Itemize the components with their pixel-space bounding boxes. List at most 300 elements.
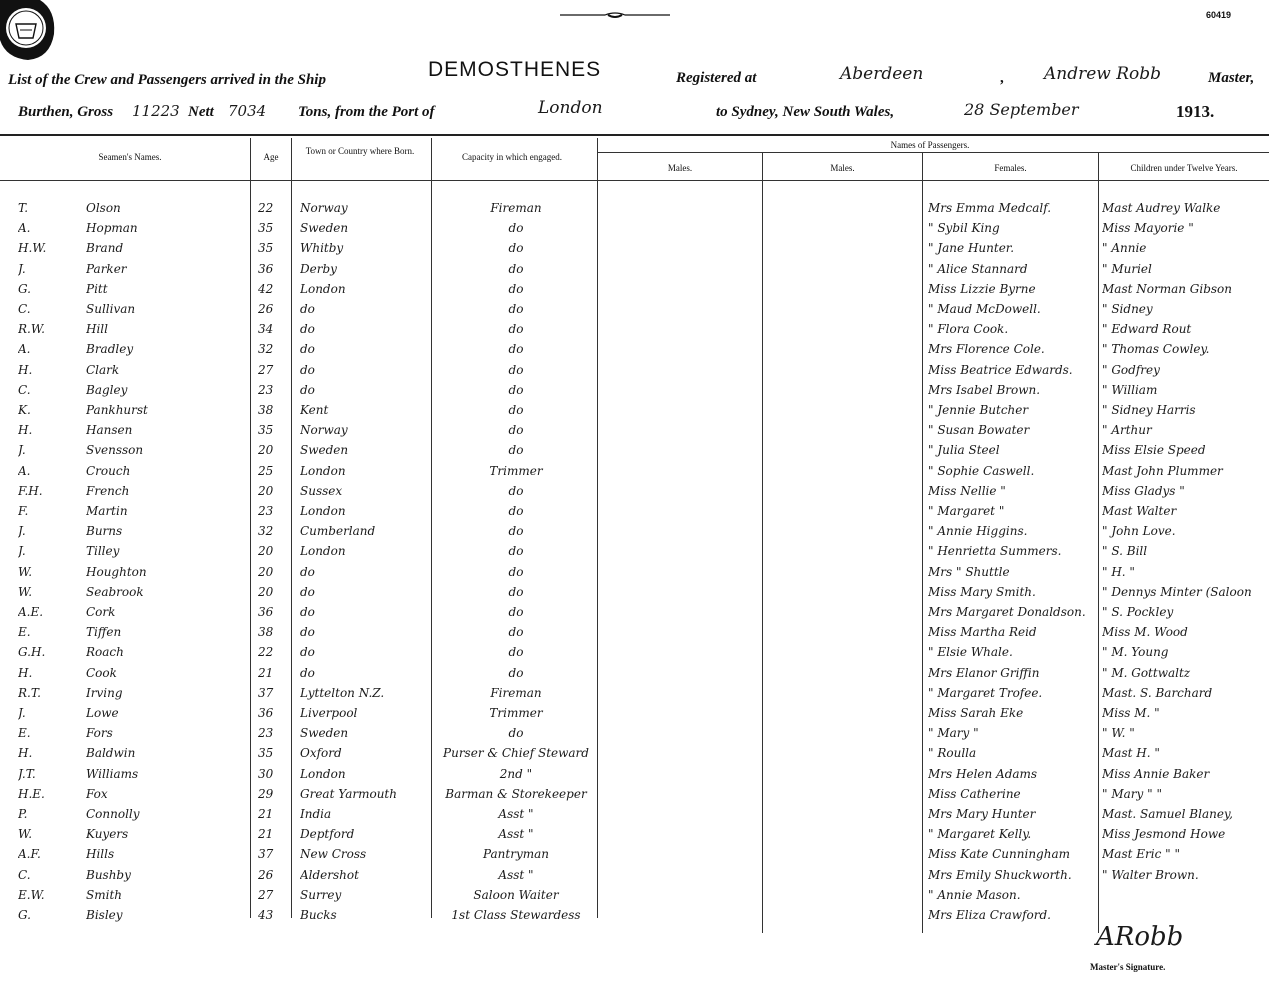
cell-born: do <box>300 605 315 619</box>
cell-female: " Alice Stannard <box>928 261 1028 276</box>
cell-born: do <box>300 625 315 640</box>
cell-age: 27 <box>258 887 274 902</box>
cell-initial: H. <box>18 746 33 761</box>
table-row <box>0 683 1269 703</box>
cell-born: do <box>300 665 315 680</box>
cell-child: " M. Gottwaltz <box>1102 665 1191 680</box>
cell-child: " Thomas Cowley. <box>1102 342 1210 357</box>
cell-capacity: Trimmer <box>489 706 543 720</box>
table-row <box>0 238 1269 258</box>
cell-surname: Olson <box>86 201 121 215</box>
cell-child: Mast Walter <box>1102 504 1177 518</box>
cell-female: " Henrietta Summers. <box>928 544 1062 559</box>
cell-surname: Connolly <box>86 807 140 821</box>
cell-born: Great Yarmouth <box>300 786 397 801</box>
cell-female: " Sophie Caswell. <box>928 463 1035 478</box>
cell-surname: Irving <box>86 685 123 700</box>
table-row <box>0 360 1269 380</box>
cell-child: Mast Audrey Walke <box>1102 201 1221 215</box>
cell-age: 32 <box>258 524 274 539</box>
cell-surname: Hill <box>86 322 108 337</box>
cell-capacity: do <box>508 645 524 660</box>
cell-age: 25 <box>258 463 274 478</box>
table-row <box>0 319 1269 339</box>
cell-initial: G. <box>18 908 31 922</box>
cell-female: " Susan Bowater <box>928 423 1030 438</box>
cell-surname: Williams <box>86 766 139 781</box>
cell-capacity: Fireman <box>490 201 542 215</box>
cell-capacity: do <box>508 423 524 438</box>
ship-name: DEMOSTHENES <box>428 58 602 81</box>
cell-initial: H.W. <box>18 241 47 256</box>
cell-age: 35 <box>258 241 274 256</box>
cell-female: " Mary " <box>928 726 979 741</box>
cell-capacity: Asst " <box>498 807 534 821</box>
cell-age: 36 <box>258 605 274 619</box>
table-row <box>0 663 1269 683</box>
cell-female: Mrs Margaret Donaldson. <box>928 605 1086 619</box>
cell-capacity: do <box>508 665 524 680</box>
cell-born: London <box>300 504 346 518</box>
cell-capacity: do <box>508 241 524 256</box>
cell-female: Mrs Eliza Crawford. <box>928 908 1051 922</box>
table-row <box>0 582 1269 602</box>
gross-tonnage: 11223 <box>132 102 180 120</box>
table-row <box>0 198 1269 218</box>
table-row <box>0 602 1269 622</box>
cell-initial: J. <box>18 261 26 276</box>
cell-initial: H. <box>18 665 33 680</box>
cell-initial: J. <box>18 443 26 458</box>
table-row <box>0 501 1269 521</box>
cell-born: London <box>300 281 346 296</box>
cell-initial: K. <box>18 403 31 417</box>
registered-at-label: Registered at <box>676 70 757 86</box>
cell-surname: Cook <box>86 665 117 680</box>
cell-female: Miss Catherine <box>928 786 1021 801</box>
cell-initial: J. <box>18 706 26 720</box>
cell-capacity: do <box>508 544 524 559</box>
cell-surname: Burns <box>86 524 123 539</box>
cell-child: " John Love. <box>1102 524 1176 539</box>
cell-age: 22 <box>258 201 274 215</box>
cell-age: 20 <box>258 544 274 559</box>
cell-born: Lyttelton N.Z. <box>300 685 385 700</box>
table-row <box>0 905 1269 925</box>
table-row <box>0 865 1269 885</box>
cell-born: Norway <box>300 201 348 215</box>
cell-female: " Jennie Butcher <box>928 403 1029 417</box>
cell-child: Mast. Samuel Blaney, <box>1102 807 1233 821</box>
cell-born: Deptford <box>300 827 355 842</box>
cell-born: Norway <box>300 423 348 438</box>
cell-child: Miss Gladys " <box>1102 483 1185 498</box>
cell-female: " Maud McDowell. <box>928 302 1041 316</box>
cell-female: " Julia Steel <box>928 443 1000 458</box>
table-row <box>0 541 1269 561</box>
table-row <box>0 723 1269 743</box>
cell-initial: C. <box>18 382 31 397</box>
cell-initial: E. <box>18 726 31 741</box>
column-header-rule <box>0 180 1269 181</box>
cell-age: 35 <box>258 746 274 761</box>
table-row <box>0 562 1269 582</box>
cell-child: " Sidney Harris <box>1102 403 1196 417</box>
column-header-passengers: Names of Passengers. <box>890 140 970 150</box>
header-rule <box>0 134 1269 136</box>
cell-female: Mrs " Shuttle <box>928 564 1010 579</box>
cell-surname: Bradley <box>86 342 134 357</box>
cell-initial: J.T. <box>18 766 36 781</box>
cell-child: Mast H. " <box>1102 746 1160 761</box>
column-header-females: Females. <box>994 163 1027 173</box>
cell-capacity: do <box>508 302 524 316</box>
cell-initial: A.F. <box>18 847 41 862</box>
cell-female: Miss Lizzie Byrne <box>928 281 1036 296</box>
cell-initial: A. <box>18 221 31 236</box>
cell-born: Sweden <box>300 443 349 458</box>
table-row <box>0 279 1269 299</box>
cell-child: " M. Young <box>1102 645 1169 660</box>
cell-age: 20 <box>258 584 274 599</box>
cell-female: Mrs Mary Hunter <box>928 807 1036 821</box>
cell-age: 38 <box>258 625 274 640</box>
cell-age: 23 <box>258 726 274 741</box>
cell-capacity: Pantryman <box>482 847 550 862</box>
cell-initial: C. <box>18 302 31 316</box>
cell-female: Miss Nellie " <box>928 483 1006 498</box>
cell-female: Mrs Elanor Griffin <box>928 665 1040 680</box>
cell-female: " Jane Hunter. <box>928 241 1015 256</box>
cell-capacity: do <box>508 342 524 357</box>
cell-age: 21 <box>258 827 274 842</box>
cell-surname: Baldwin <box>86 746 136 761</box>
cell-born: India <box>300 807 332 821</box>
cell-child: Miss Jesmond Howe <box>1102 827 1226 842</box>
cell-initial: G. <box>18 281 31 296</box>
cell-capacity: do <box>508 403 524 417</box>
column-header-males-2: Males. <box>830 163 855 173</box>
column-header-children: Children under Twelve Years. <box>1130 163 1238 173</box>
cell-female: " Flora Cook. <box>928 322 1009 337</box>
cell-age: 35 <box>258 423 274 438</box>
arrival-year: 1913. <box>1176 102 1215 121</box>
cell-age: 43 <box>258 908 274 922</box>
cell-born: do <box>300 584 315 599</box>
cell-child: " Arthur <box>1102 423 1152 438</box>
cell-age: 23 <box>258 504 274 518</box>
table-row <box>0 299 1269 319</box>
column-header-males-1: Males. <box>667 163 693 173</box>
cell-surname: Lowe <box>86 706 119 720</box>
cell-female: " Roulla <box>928 746 977 761</box>
table-row <box>0 784 1269 804</box>
registered-at-value: Aberdeen <box>840 64 924 84</box>
cell-female: Miss Mary Smith. <box>928 584 1036 599</box>
cell-age: 21 <box>258 807 274 821</box>
master-signature: ARobb <box>1096 922 1184 952</box>
cell-capacity: do <box>508 524 524 539</box>
cell-female: Mrs Florence Cole. <box>928 342 1045 357</box>
cell-surname: Pitt <box>86 281 108 296</box>
cell-female: Mrs Isabel Brown. <box>928 382 1041 397</box>
cell-born: do <box>300 322 315 337</box>
cell-child: " Mary " " <box>1102 786 1162 801</box>
cell-age: 26 <box>258 302 274 316</box>
table-row <box>0 743 1269 763</box>
cell-female: Miss Kate Cunningham <box>928 847 1070 862</box>
table-row <box>0 339 1269 359</box>
master-label: Master, <box>1208 70 1255 86</box>
cell-surname: French <box>86 483 130 498</box>
cell-born: Sweden <box>300 221 349 236</box>
cell-initial: H. <box>18 362 33 377</box>
cell-child: Miss Elsie Speed <box>1102 443 1206 458</box>
cell-surname: Bisley <box>86 908 123 922</box>
cell-initial: E.W. <box>18 887 45 902</box>
cell-surname: Cork <box>86 605 116 619</box>
cell-child: " Dennys Minter (Saloon <box>1102 584 1252 599</box>
cell-born: London <box>300 766 346 781</box>
seal-stamp-icon <box>0 0 56 62</box>
cell-child: Miss Mayorie " <box>1102 221 1194 236</box>
burthen-gross-label: Burthen, Gross <box>18 104 114 120</box>
cell-age: 36 <box>258 261 274 276</box>
cell-born: do <box>300 382 315 397</box>
cell-initial: W. <box>18 827 33 842</box>
cell-child: " Annie <box>1102 241 1147 256</box>
cell-surname: Hopman <box>86 221 138 236</box>
cell-age: 26 <box>258 867 274 882</box>
cell-born: Derby <box>300 261 337 276</box>
cell-capacity: Asst " <box>498 867 534 882</box>
cell-initial: G.H. <box>18 645 46 660</box>
cell-age: 21 <box>258 665 274 680</box>
cell-age: 23 <box>258 382 274 397</box>
cell-capacity: do <box>508 504 524 518</box>
cell-capacity: Saloon Waiter <box>473 887 559 902</box>
cell-born: Aldershot <box>300 867 359 882</box>
table-row <box>0 400 1269 420</box>
table-row <box>0 259 1269 279</box>
cell-surname: Brand <box>86 241 124 256</box>
cell-child: Mast Eric " " <box>1102 847 1180 862</box>
cell-capacity: do <box>508 625 524 640</box>
table-row <box>0 642 1269 662</box>
cell-initial: J. <box>18 544 26 559</box>
cell-age: 22 <box>258 645 274 660</box>
cell-born: New Cross <box>300 847 367 862</box>
cell-surname: Clark <box>86 362 120 377</box>
cell-child: " Godfrey <box>1102 362 1160 377</box>
table-row <box>0 481 1269 501</box>
cell-child: Mast. S. Barchard <box>1102 685 1213 700</box>
cell-capacity: do <box>508 221 524 236</box>
cell-capacity: 1st Class Stewardess <box>451 908 581 922</box>
cell-capacity: do <box>508 322 524 337</box>
cell-surname: Bagley <box>86 382 128 397</box>
cell-initial: H. <box>18 423 33 438</box>
cell-surname: Parker <box>86 261 127 276</box>
cell-born: do <box>300 362 315 377</box>
column-header-age: Age <box>263 152 279 162</box>
cell-capacity: Purser & Chief Steward <box>443 746 589 761</box>
cell-age: 20 <box>258 443 274 458</box>
table-row <box>0 420 1269 440</box>
nett-tonnage: 7034 <box>228 102 267 120</box>
cell-initial: W. <box>18 564 33 579</box>
cell-born: Liverpool <box>300 706 358 720</box>
cell-capacity: Trimmer <box>489 463 543 478</box>
cell-child: Mast Norman Gibson <box>1102 281 1232 296</box>
destination-label: to Sydney, New South Wales, <box>716 104 895 120</box>
cell-born: Cumberland <box>300 524 376 539</box>
cell-age: 20 <box>258 483 274 498</box>
tons-from-port-label: Tons, from the Port of <box>298 104 435 120</box>
cell-capacity: do <box>508 584 524 599</box>
cell-surname: Roach <box>86 645 124 660</box>
cell-initial: J. <box>18 524 26 539</box>
cell-initial: R.W. <box>18 322 45 337</box>
cell-capacity: do <box>508 564 524 579</box>
cell-age: 30 <box>258 766 274 781</box>
cell-surname: Bushby <box>86 867 131 882</box>
cell-surname: Svensson <box>86 443 144 458</box>
cell-age: 27 <box>258 362 274 377</box>
cell-age: 34 <box>258 322 274 337</box>
nett-label: Nett <box>188 104 214 120</box>
cell-born: Sweden <box>300 726 349 741</box>
cell-surname: Hills <box>86 847 115 862</box>
cell-born: do <box>300 645 315 660</box>
cell-surname: Seabrook <box>86 584 144 599</box>
cell-capacity: Barman & Storekeeper <box>445 786 587 801</box>
cell-initial: F. <box>18 504 29 518</box>
header-ornament-icon <box>560 10 670 20</box>
cell-age: 20 <box>258 564 274 579</box>
cell-initial: R.T. <box>18 685 41 700</box>
cell-female: Mrs Emily Shuckworth. <box>928 867 1072 882</box>
cell-initial: A. <box>18 463 31 478</box>
table-row <box>0 380 1269 400</box>
table-row <box>0 824 1269 844</box>
table-row <box>0 622 1269 642</box>
cell-surname: Fox <box>86 786 108 801</box>
cell-capacity: Asst " <box>498 827 534 842</box>
cell-surname: Sullivan <box>86 302 136 316</box>
cell-child: Miss M. " <box>1102 706 1160 720</box>
document-number: 60419 <box>1206 10 1232 20</box>
cell-born: London <box>300 463 346 478</box>
table-row <box>0 764 1269 784</box>
cell-capacity: do <box>508 483 524 498</box>
cell-female: " Margaret " <box>928 504 1005 518</box>
cell-female: Miss Sarah Eke <box>928 706 1024 720</box>
column-header-seamen: Seamen's Names. <box>98 152 162 162</box>
cell-female: " Margaret Kelly. <box>928 827 1032 842</box>
cell-capacity: do <box>508 605 524 619</box>
cell-initial: F.H. <box>18 483 43 498</box>
cell-surname: Hansen <box>86 423 133 438</box>
cell-female: Miss Martha Reid <box>928 625 1037 640</box>
cell-child: Mast John Plummer <box>1102 463 1223 478</box>
header-line1-prefix: List of the Crew and Passengers arrived in the Ship <box>8 72 326 88</box>
table-row <box>0 440 1269 460</box>
cell-born: Sussex <box>300 483 343 498</box>
cell-initial: H.E. <box>18 786 45 801</box>
cell-surname: Kuyers <box>86 827 129 842</box>
table-row <box>0 461 1269 481</box>
cell-female: " Margaret Trofee. <box>928 685 1043 700</box>
cell-surname: Tiffen <box>86 625 122 640</box>
cell-child: " William <box>1102 382 1158 397</box>
cell-surname: Fors <box>86 726 113 741</box>
passengers-subrule <box>598 152 1269 153</box>
cell-age: 38 <box>258 403 274 417</box>
arrival-date: 28 September <box>964 100 1079 119</box>
cell-born: do <box>300 302 315 316</box>
master-name: Andrew Robb <box>1044 64 1162 84</box>
cell-capacity: do <box>508 726 524 741</box>
master-signature-label: Master's Signature. <box>1090 962 1166 972</box>
cell-born: Whitby <box>300 241 344 256</box>
cell-born: Bucks <box>300 908 337 922</box>
cell-female: Miss Beatrice Edwards. <box>928 362 1073 377</box>
cell-initial: A.E. <box>18 605 44 619</box>
table-row <box>0 844 1269 864</box>
cell-female: Mrs Helen Adams <box>928 766 1038 781</box>
cell-female: Mrs Emma Medcalf. <box>928 201 1052 215</box>
cell-female: " Elsie Whale. <box>928 645 1013 660</box>
cell-capacity: do <box>508 382 524 397</box>
table-row <box>0 218 1269 238</box>
cell-child: " Sidney <box>1102 302 1153 316</box>
cell-child: " H. " <box>1102 564 1135 579</box>
table-row <box>0 885 1269 905</box>
cell-capacity: Fireman <box>490 685 542 700</box>
cell-surname: Houghton <box>86 564 147 579</box>
cell-female: " Sybil King <box>928 221 1000 236</box>
cell-child: " Walter Brown. <box>1102 867 1199 882</box>
cell-child: " Muriel <box>1102 261 1152 276</box>
cell-female: " Annie Mason. <box>928 887 1021 902</box>
cell-initial: W. <box>18 584 33 599</box>
cell-age: 35 <box>258 221 274 236</box>
cell-capacity: 2nd " <box>499 766 533 781</box>
cell-born: London <box>300 544 346 559</box>
cell-capacity: do <box>508 281 524 296</box>
cell-age: 37 <box>258 847 274 862</box>
cell-initial: C. <box>18 867 31 882</box>
port-of-departure: London <box>538 98 603 118</box>
column-header-capacity: Capacity in which engaged. <box>462 152 562 162</box>
cell-child: Miss Annie Baker <box>1102 766 1210 781</box>
cell-age: 42 <box>258 281 274 296</box>
cell-surname: Crouch <box>86 463 131 478</box>
cell-female: " Annie Higgins. <box>928 524 1028 539</box>
cell-born: Surrey <box>300 887 342 902</box>
cell-born: do <box>300 342 315 357</box>
cell-capacity: do <box>508 362 524 377</box>
column-header-town: Town or Country where Born. <box>305 146 415 156</box>
cell-initial: A. <box>18 342 31 357</box>
comma-separator: , <box>1000 70 1004 86</box>
cell-born: Kent <box>300 403 329 417</box>
table-row <box>0 804 1269 824</box>
table-row <box>0 521 1269 541</box>
cell-surname: Smith <box>86 887 122 902</box>
cell-age: 29 <box>258 786 274 801</box>
